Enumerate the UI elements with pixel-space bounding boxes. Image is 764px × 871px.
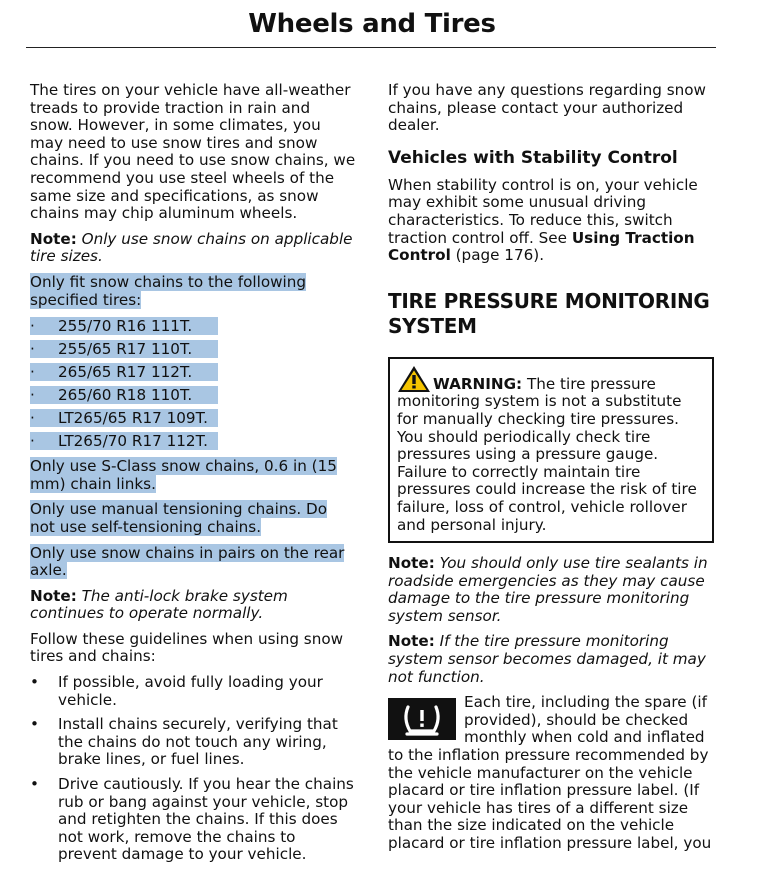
note-label: Note: <box>388 554 435 573</box>
warning-text: The tire pressure monitoring system is not a substitute for manually checking tire pressures. You should periodically check tire pressures using a pressure gauge. Failure to correctly maintain tire pressures could increase the risk of tire failure, loss of control, vehicle rollover and personal injury. <box>397 374 697 534</box>
right-column <box>388 82 714 853</box>
pairs-requirement <box>30 545 356 580</box>
questions-paragraph: If you have any questions regarding snow chains, please contact your authorized dealer. <box>388 81 706 135</box>
note-text: The anti-lock brake system continues to operate normally. <box>30 586 288 623</box>
manual-text: Only use manual tensioning chains. Do not use self-tensioning chains. <box>30 500 328 536</box>
intro-paragraph: The tires on your vehicle have all-weather treads to provide traction in rain and snow. However, in some climates, you may need to use snow tires and snow chains. If you need to use snow chains, we recommend you use steel wheels of the same size and specifications, as snow chains may chip aluminum wheels. <box>30 81 356 223</box>
note-text: If the tire pressure monitoring system sensor becomes damaged, it may not function. <box>388 632 706 686</box>
sclass-text: Only use S-Class snow chains, 0.6 in (15 mm) chain links. <box>30 457 337 493</box>
note-text: Only use snow chains on applicable tire sizes. <box>30 229 353 266</box>
left-column <box>30 82 356 871</box>
note-label: Note: <box>388 632 435 651</box>
guideline-item: • Drive cautiously. If you hear the chains rub or bang against your vehicle, stop and retighten the chains. If this does not work, remove the chains to prevent damage to your vehicle. <box>30 775 354 864</box>
note-sealants <box>388 555 714 625</box>
tpms-section <box>388 694 714 852</box>
note-anti-lock <box>30 588 356 623</box>
tpms-paragraph: Each tire, including the spare (if provided), should be checked monthly when cold and inflated to the inflation pressure recommended by the vehicle manufacturer on the vehicle placard or tire inflation pressure label. (If your vehicle has tires of a different size than the size indicated on the vehicle placard or tire inflation pressure label, you <box>388 693 712 852</box>
note-snow-chains <box>30 231 356 266</box>
title-divider <box>26 47 716 48</box>
warning-box <box>388 357 714 543</box>
note-sensor-damaged <box>388 633 714 686</box>
guidelines-intro: Follow these guidelines when using snow tires and chains: <box>30 629 344 666</box>
page-title: Wheels and Tires <box>248 9 496 39</box>
warning-label: WARNING: <box>433 374 523 393</box>
note-label: Note: <box>30 586 77 605</box>
tire-size-item: · 265/65 R17 112T. <box>30 363 218 381</box>
sclass-requirement <box>30 458 356 493</box>
fit-intro <box>30 274 356 309</box>
pairs-text: Only use snow chains in pairs on the rear axle. <box>30 543 345 580</box>
fit-intro-text: Only fit snow chains to the following specified tires: <box>30 272 307 309</box>
stability-heading: Vehicles with Stability Control <box>388 147 678 168</box>
tire-size-item: · LT265/70 R17 112T. <box>30 432 218 450</box>
tire-size-item: · 255/65 R17 110T. <box>30 340 218 358</box>
traction-control-link[interactable]: Using Traction Control <box>388 228 695 265</box>
manual-tensioning-requirement <box>30 501 356 536</box>
stability-paragraph: When stability control is on, your vehicle may exhibit some unusual driving characteristics. To reduce this, switch traction control off. See Using Traction Control (page 176). <box>388 175 698 265</box>
tpms-heading: TIRE PRESSURE MONITORING SYSTEM <box>388 288 710 338</box>
tire-size-item: · 265/60 R18 110T. <box>30 386 218 404</box>
tire-size-item: · LT265/65 R17 109T. <box>30 409 218 427</box>
guideline-item: • Install chains securely, verifying that the chains do not touch any wiring, brake lines, or fuel lines. <box>30 715 338 769</box>
guideline-item: • If possible, avoid fully loading your vehicle. <box>30 673 323 709</box>
note-label: Note: <box>30 229 77 248</box>
note-text: You should only use tire sealants in roadside emergencies as they may cause damage to the tire pressure monitoring system sensor. <box>388 554 708 625</box>
tire-pressure-icon <box>388 698 456 740</box>
guidelines-list <box>30 674 356 864</box>
tire-size-item: · 255/70 R16 111T. <box>30 317 218 335</box>
warning-triangle-icon <box>397 365 431 393</box>
tire-size-list <box>30 317 356 450</box>
